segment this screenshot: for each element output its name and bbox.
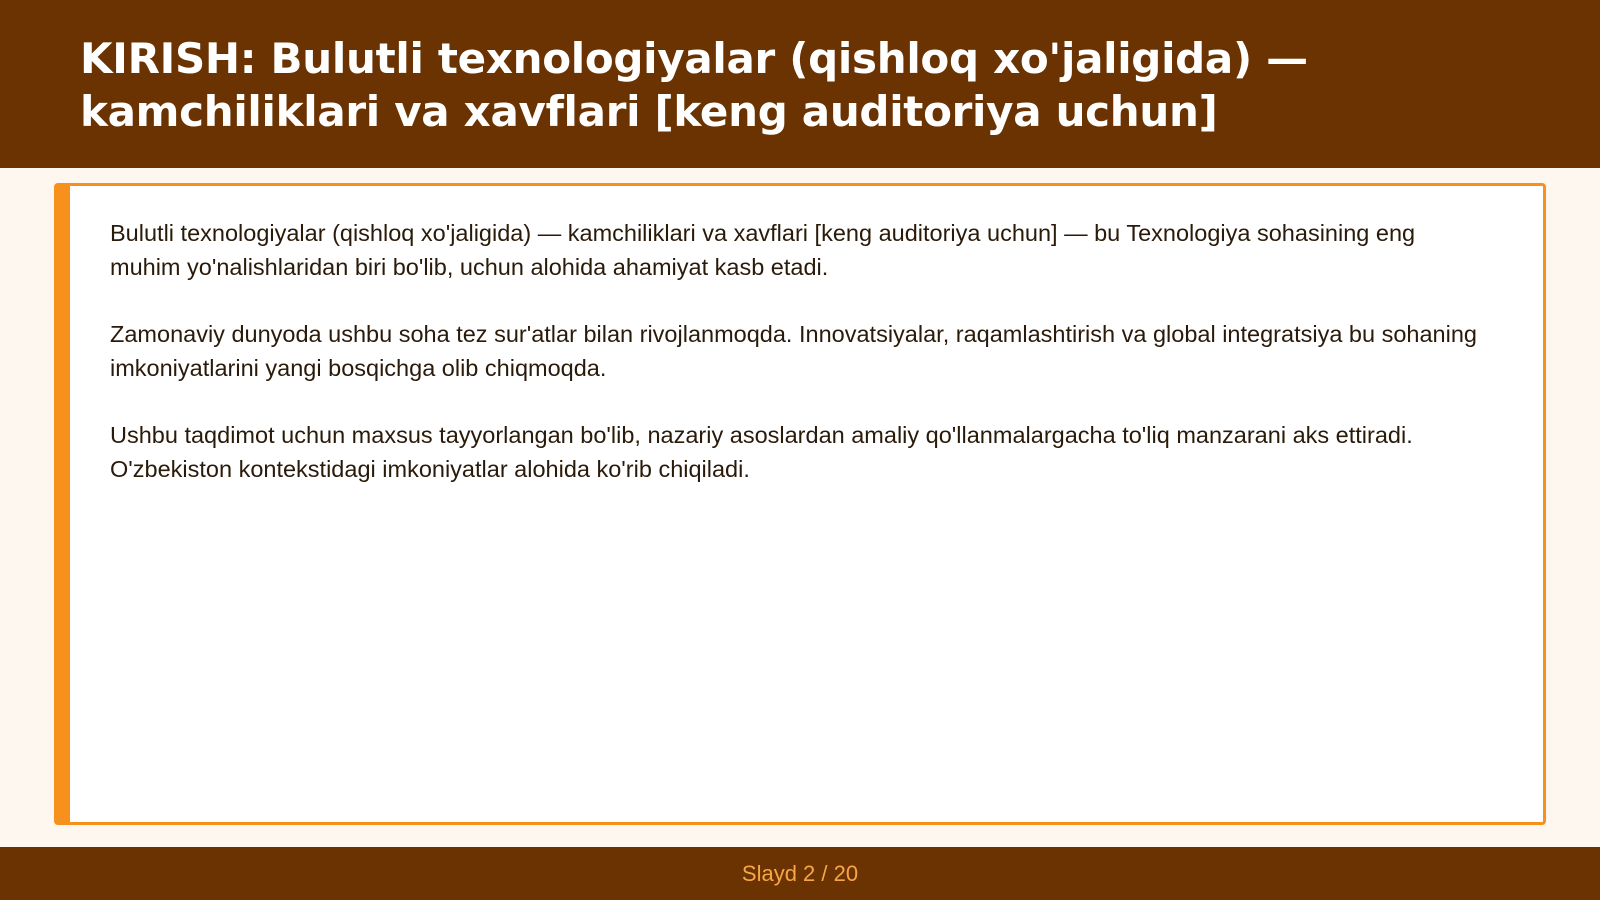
purpose-paragraph: Ushbu taqdimot uchun maxsus tayyorlangan bo'lib, nazariy asoslardan amaliy qo'llanmalargacha to'liq manzarani aks ettiradi. O'zbekiston kontekstidagi imkoniyatlar alohida ko'rib chiqiladi. xyxy=(110,422,1413,482)
context-paragraph: Zamonaviy dunyoda ushbu soha tez sur'atlar bilan rivojlanmoqda. Innovatsiyalar, raqamlashtirish va global integratsiya bu sohaning imkoniyatlarini yangi bosqichga olib chiqmoqda. xyxy=(110,321,1477,381)
intro-paragraph: Bulutli texnologiyalar (qishloq xo'jaligida) — kamchiliklari va xavflari [keng auditoriya uchun] — bu Texnologiya sohasining eng muhim yo'nalishlaridan biri bo'lib, uchun alohida ahamiyat kasb etadi. xyxy=(110,220,1416,280)
slide-counter: Slayd 2 / 20 xyxy=(741,860,859,886)
slide-title: KIRISH: Bulutli texnologiyalar (qishloq xo'jaligida) — kamchiliklari va xavflari [keng auditoriya uchun] xyxy=(80,34,1308,136)
slide-header xyxy=(0,0,1600,168)
content-card xyxy=(54,183,1546,825)
slide-footer xyxy=(0,847,1600,900)
